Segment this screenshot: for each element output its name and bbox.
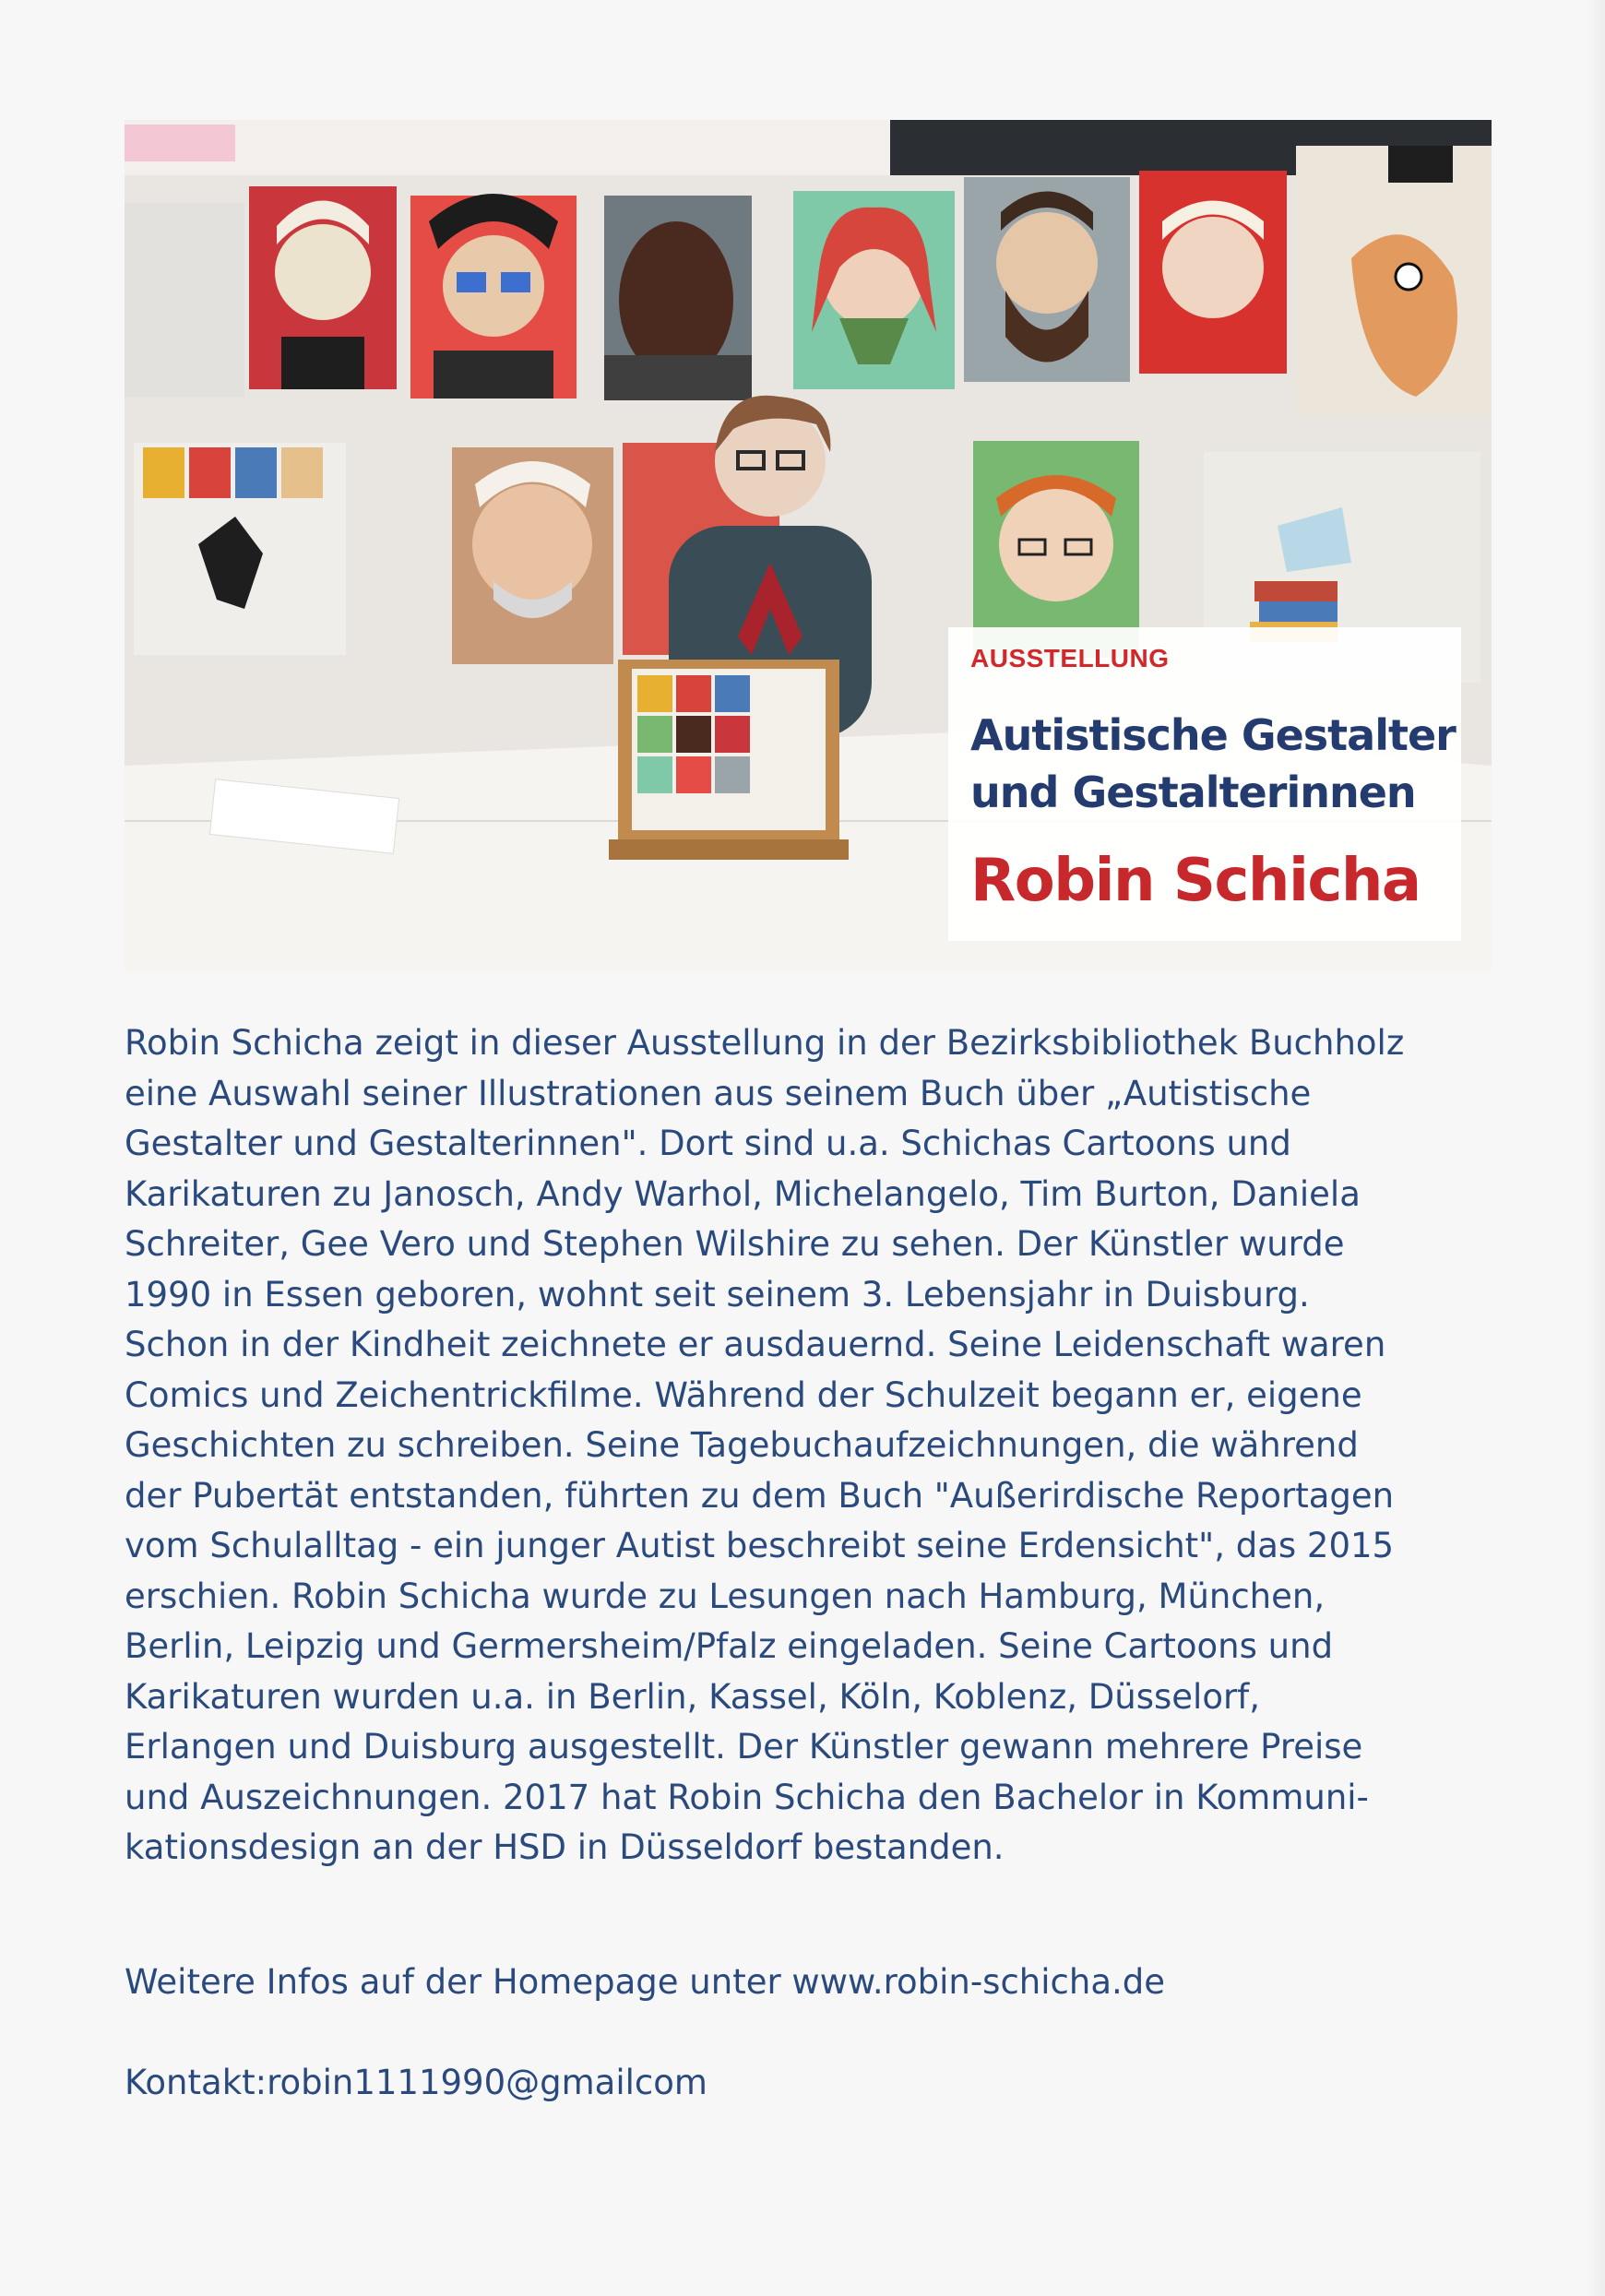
bio-line: Geschichten zu schreiben. Seine Tagebuchaufzeichnungen, die während bbox=[125, 1425, 1359, 1465]
bio-line: und Auszeichnungen. 2017 hat Robin Schicha den Bachelor in Kommuni- bbox=[125, 1777, 1369, 1817]
bio-line: Schon in der Kindheit zeichnete er ausdauernd. Seine Leidenschaft waren bbox=[125, 1325, 1386, 1364]
bio-line: eine Auswahl seiner Illustrationen aus seinem Buch über „Autistische bbox=[125, 1073, 1312, 1113]
headline-line-1: Autistische Gestalter bbox=[970, 710, 1456, 760]
artist-name: Robin Schicha bbox=[970, 847, 1421, 915]
bio-line: der Pubertät entstanden, führten zu dem Buch "Außerirdische Reportagen bbox=[125, 1475, 1395, 1516]
bio-line: kationsdesign an der HSD in Düsseldorf bestanden. bbox=[125, 1827, 1005, 1867]
bio-line: Gestalter und Gestalterinnen". Dort sind u.a. Schichas Cartoons und bbox=[125, 1124, 1291, 1163]
contact-info: Kontakt:robin1111990@gmailcom bbox=[125, 2063, 707, 2102]
bio-line: Schreiter, Gee Vero und Stephen Wilshire zu sehen. Der Künstler wurde bbox=[125, 1224, 1345, 1264]
bio-line: Karikaturen wurden u.a. in Berlin, Kassel, Köln, Koblenz, Düsselorf, bbox=[125, 1676, 1260, 1717]
bio-line: Robin Schicha zeigt in dieser Ausstellung in der Bezirksbibliothek Buchholz bbox=[125, 1023, 1405, 1063]
exhibition-photo bbox=[125, 120, 1492, 970]
bio-line: Berlin, Leipzig und Germersheim/Pfalz eingeladen. Seine Cartoons und bbox=[125, 1626, 1334, 1666]
kicker-label: AUSSTELLUNG bbox=[970, 644, 1170, 672]
bio-line: Karikaturen zu Janosch, Andy Warhol, Michelangelo, Tim Burton, Daniela bbox=[125, 1173, 1361, 1214]
bio-line: 1990 in Essen geboren, wohnt seit seinem 3. Lebensjahr in Duisburg. bbox=[125, 1274, 1310, 1315]
bio-text bbox=[125, 1018, 1508, 1874]
bio-line: vom Schulalltag - ein junger Autist beschreibt seine Erdensicht", das 2015 bbox=[125, 1526, 1395, 1565]
bio-line: Erlangen und Duisburg ausgestellt. Der Künstler gewann mehrere Preise bbox=[125, 1727, 1363, 1767]
title-box bbox=[948, 627, 1461, 941]
headline-line-2: und Gestalterinnen bbox=[970, 767, 1416, 817]
headline bbox=[970, 707, 1459, 821]
bio-line: erschien. Robin Schicha wurde zu Lesungen nach Hamburg, München, bbox=[125, 1576, 1326, 1616]
paper-edge bbox=[1585, 0, 1605, 2296]
homepage-info: Weitere Infos auf der Homepage unter www.robin-schicha.de bbox=[125, 1962, 1166, 2002]
bio-line: Comics und Zeichentrickfilme. Während der Schulzeit begann er, eigene bbox=[125, 1374, 1362, 1415]
